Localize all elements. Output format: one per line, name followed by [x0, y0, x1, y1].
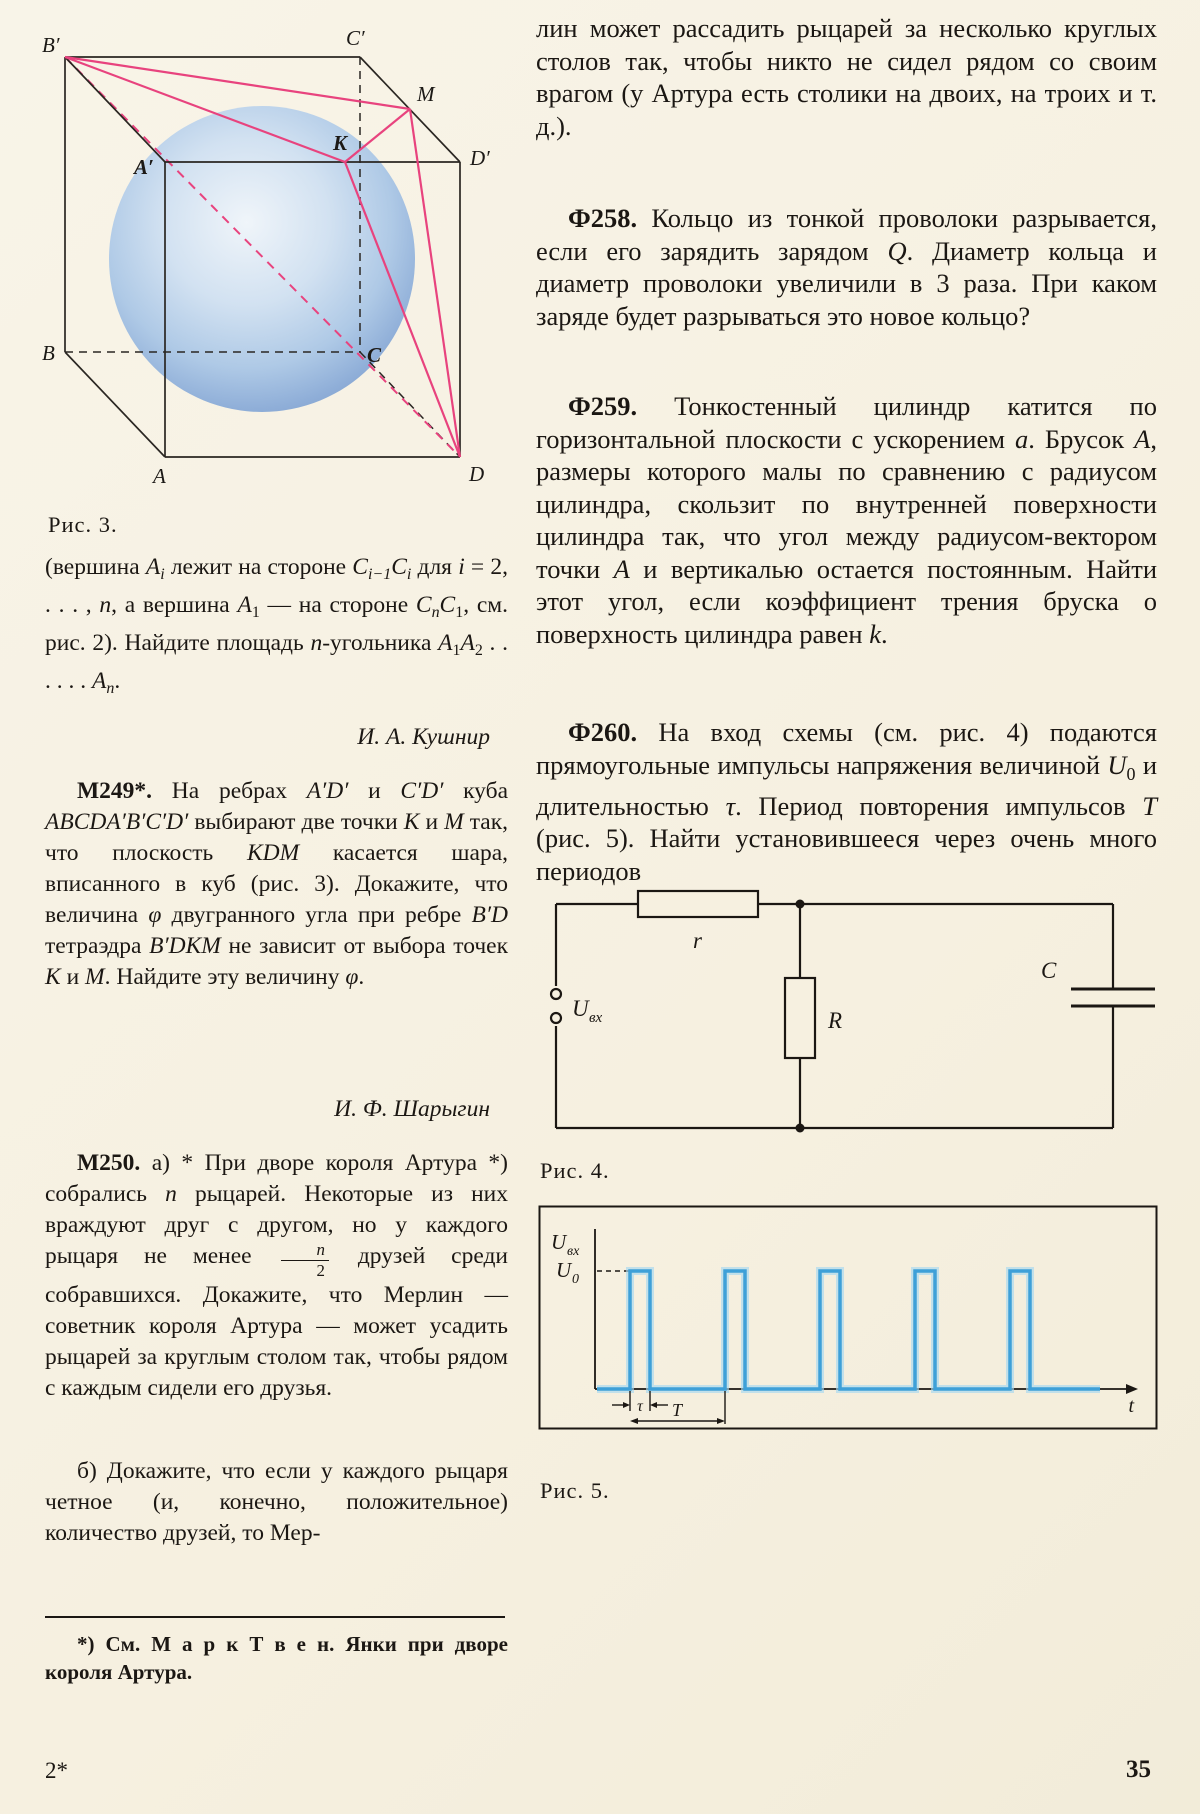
paragraph-intro: (вершина $A_i$ лежит на стороне $C_{i-1}C_i$ для i = 2, . . . , n, а вершина $A_1$ — на стороне $C_nC_1$, см. рис. 2). Найдите площадь n-угольника $A_1A_2$ . . . . . . $A_n$.	[45, 554, 509, 698]
tau-arrow-left	[623, 1402, 630, 1408]
fig5-label-u-in-sub: вх	[567, 1244, 580, 1259]
figure-3-caption: Рис. 3.	[48, 512, 118, 537]
t-axis-arrow	[1126, 1384, 1138, 1394]
fig3-label-c-prime: C′	[346, 26, 365, 50]
fig4-label-u-in-sub: вх	[589, 1010, 603, 1026]
fig4-label-u-in: U	[572, 996, 589, 1021]
problem-f258: Ф258. Кольцо из тонкой проволоки разрывается, если его зарядить зарядом Q. Диаметр кольца и диаметр проволоки увеличили в 3 раза. При каком заряде будет разрываться это новое кольцо?	[536, 203, 1157, 331]
pulse-train-glow	[597, 1271, 1100, 1389]
node-dot-top	[796, 900, 805, 909]
node-dot-bottom	[796, 1124, 805, 1133]
fig3-label-d: D	[469, 462, 485, 486]
fig4-label-R: R	[828, 1008, 843, 1033]
fig3-label-m: M	[417, 82, 435, 106]
author-kushnir: И. А. Кушнир	[357, 724, 490, 750]
fig3-label-b-prime: B′	[42, 33, 60, 57]
fig5-label-tau: τ	[637, 1398, 643, 1415]
fig3-label-a: A	[153, 464, 166, 488]
fig3-label-a-prime: A′	[134, 155, 154, 179]
paragraph-m250-continuation: лин может рассадить рыцарей за несколько круглых столов так, чтобы никто не сидел рядом со своим врагом (у Артура есть столики на двоих, на троих и т. д.).	[536, 13, 1157, 141]
fig5-label-u0: U	[556, 1258, 572, 1282]
figure-5-caption: Рис. 5.	[540, 1478, 610, 1503]
T-arrow-left	[630, 1418, 638, 1424]
problem-m250b: б) Докажите, что если у каждого рыцаря четное (и, конечно, положительное) количество друзей, то Мер-	[45, 1458, 508, 1546]
problem-m250a: М250. а) * При дворе короля Артура *) собрались n рыцарей. Некоторые из них враждуют друг с другом, но у каждого рыцаря не менее $\frac{n}{2}$ друзей среди собравшихся. Докажите, что Мерлин — советник короля Артура — может усадить рыцарей за круглым столом так, чтобы рядом с каждым сидели его друзья.	[45, 1150, 508, 1401]
fig3-label-k: K	[333, 131, 348, 155]
problem-f260: Ф260. На вход схемы (см. рис. 4) подаются прямоугольные импульсы напряжения величиной $U_0$ и длительностью τ. Период повторения импульсов T (рис. 5). Найти установившееся через очень много периодов	[536, 717, 1158, 886]
input-terminal-bottom	[551, 1013, 561, 1023]
author-sharygin: И. Ф. Шарыгин	[334, 1096, 490, 1122]
tau-arrow-right	[650, 1402, 657, 1408]
fig3-label-c: C	[367, 343, 382, 367]
fig5-label-t: t	[1128, 1395, 1134, 1417]
problem-m249: М249*. На ребрах A′D′ и C′D′ куба ABCDA′B′C′D′ выбирают две точки K и M так, что плоскость KDM касается шара, вписанного в куб (рис. 3). Докажите, что величина φ двугранного угла при ребре B′D тетраэдра B′DKM не зависит от выбора точек K и M. Найдите эту величину φ.	[45, 778, 509, 990]
fig5-label-u-in: U	[551, 1230, 567, 1254]
figure-3-cube-sphere	[40, 12, 510, 512]
figure-4-caption: Рис. 4.	[540, 1158, 610, 1183]
input-terminal-top	[551, 989, 561, 999]
resistor-r-box	[638, 891, 758, 917]
fig4-label-r: r	[693, 928, 702, 953]
problem-f259: Ф259. Тонкостенный цилиндр катится по горизонтальной плоскости с ускорением a. Брусок A, размеры которого малы по сравнению с радиусом цилиндра, скользит по внутренней поверхности цилиндра так, что угол между радиусом-вектором точки A и вертикалью остается постоянным. Найти этот угол, если коэффициент трения бруска о поверхность цилиндра равен k.	[536, 391, 1158, 649]
footnote-rule	[45, 1616, 505, 1618]
figure-5-waveform	[538, 1205, 1158, 1430]
signature-mark: 2*	[45, 1758, 68, 1783]
T-arrow-right	[717, 1418, 725, 1424]
fig3-label-b: B	[42, 341, 55, 365]
fig5-label-T: T	[671, 1400, 683, 1420]
pulse-train	[597, 1271, 1100, 1389]
fig3-label-d-prime: D′	[470, 146, 490, 170]
fig5-label-u0-sub: 0	[572, 1272, 579, 1287]
figure-4-circuit	[538, 886, 1158, 1146]
page-number: 35	[1126, 1756, 1151, 1783]
fig4-label-C: C	[1041, 958, 1057, 983]
footnote-mark-twain: *) См. М а р к Т в е н. Янки при дворе короля Артура.	[45, 1632, 508, 1684]
resistor-R-box	[785, 978, 815, 1058]
